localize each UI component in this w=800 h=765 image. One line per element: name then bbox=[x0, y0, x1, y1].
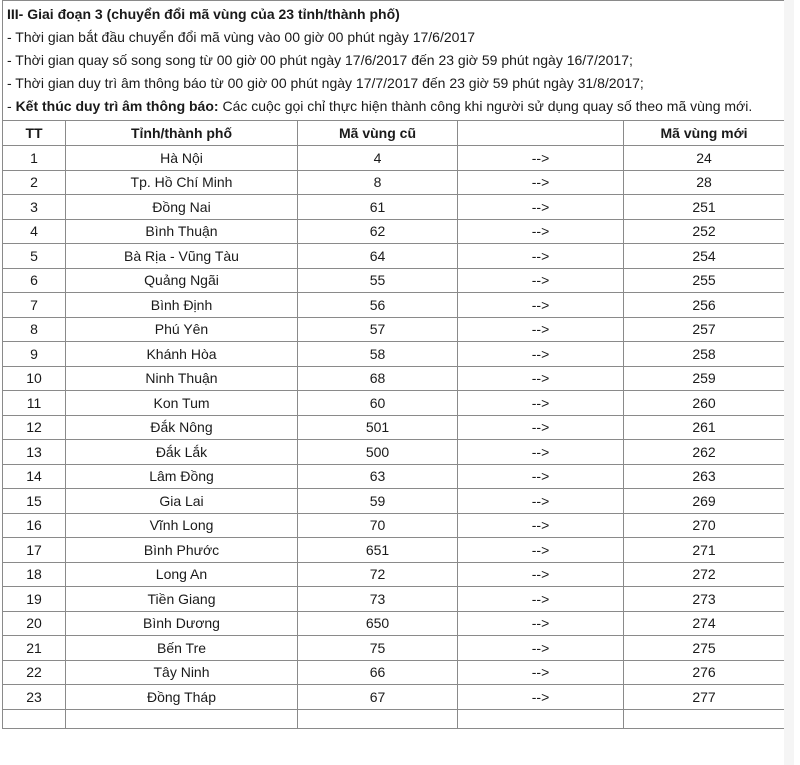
cell-tt: 11 bbox=[3, 391, 66, 416]
cell-old-code: 61 bbox=[298, 195, 458, 220]
cell-old-code: 64 bbox=[298, 244, 458, 269]
cell-province: Bà Rịa - Vũng Tàu bbox=[66, 244, 298, 269]
cell-province: Gia Lai bbox=[66, 489, 298, 514]
cell-new-code: 271 bbox=[624, 538, 785, 563]
cell-new-code: 28 bbox=[624, 170, 785, 195]
cell-tt: 20 bbox=[3, 611, 66, 636]
cell-arrow: --> bbox=[458, 293, 624, 318]
cell-province: Khánh Hòa bbox=[66, 342, 298, 367]
table-row bbox=[3, 293, 785, 318]
table-row bbox=[3, 170, 785, 195]
cell-arrow: --> bbox=[458, 219, 624, 244]
cell-arrow: --> bbox=[458, 415, 624, 440]
cell-tt: 14 bbox=[3, 464, 66, 489]
cell-arrow: --> bbox=[458, 513, 624, 538]
document bbox=[2, 0, 794, 729]
cell-province: Bình Phước bbox=[66, 538, 298, 563]
cell-new-code: 257 bbox=[624, 317, 785, 342]
empty-cell bbox=[624, 709, 785, 728]
cell-new-code: 259 bbox=[624, 366, 785, 391]
area-code-table-body bbox=[3, 1, 785, 729]
cell-province: Vĩnh Long bbox=[66, 513, 298, 538]
empty-cell bbox=[3, 709, 66, 728]
header-new-code: Mã vùng mới bbox=[624, 121, 785, 146]
empty-cell bbox=[458, 709, 624, 728]
cell-province: Bình Định bbox=[66, 293, 298, 318]
cell-old-code: 73 bbox=[298, 587, 458, 612]
cell-province: Ninh Thuận bbox=[66, 366, 298, 391]
area-code-table bbox=[2, 0, 785, 729]
table-row bbox=[3, 538, 785, 563]
section-title: III- Giai đoạn 3 (chuyển đổi mã vùng của 23 tỉnh/thành phố) bbox=[7, 6, 400, 22]
table-row bbox=[3, 562, 785, 587]
cell-tt: 5 bbox=[3, 244, 66, 269]
cell-province: Tây Ninh bbox=[66, 660, 298, 685]
cell-tt: 7 bbox=[3, 293, 66, 318]
table-row bbox=[3, 146, 785, 171]
cell-arrow: --> bbox=[458, 195, 624, 220]
intro-end-label: Kết thúc duy trì âm thông báo: bbox=[15, 98, 219, 114]
table-row bbox=[3, 219, 785, 244]
table-row bbox=[3, 268, 785, 293]
empty-cell bbox=[298, 709, 458, 728]
cell-arrow: --> bbox=[458, 489, 624, 514]
cell-new-code: 273 bbox=[624, 587, 785, 612]
cell-province: Quảng Ngãi bbox=[66, 268, 298, 293]
cell-province: Lâm Đồng bbox=[66, 464, 298, 489]
scrollbar[interactable] bbox=[784, 0, 794, 765]
cell-tt: 21 bbox=[3, 636, 66, 661]
intro-end-prefix: - bbox=[7, 98, 16, 114]
cell-old-code: 67 bbox=[298, 685, 458, 710]
cell-old-code: 57 bbox=[298, 317, 458, 342]
cell-tt: 19 bbox=[3, 587, 66, 612]
cell-province: Hà Nội bbox=[66, 146, 298, 171]
cell-arrow: --> bbox=[458, 268, 624, 293]
cell-old-code: 59 bbox=[298, 489, 458, 514]
cell-arrow: --> bbox=[458, 244, 624, 269]
cell-old-code: 55 bbox=[298, 268, 458, 293]
cell-old-code: 651 bbox=[298, 538, 458, 563]
cell-arrow: --> bbox=[458, 685, 624, 710]
table-row bbox=[3, 440, 785, 465]
cell-old-code: 500 bbox=[298, 440, 458, 465]
cell-new-code: 276 bbox=[624, 660, 785, 685]
cell-province: Tp. Hồ Chí Minh bbox=[66, 170, 298, 195]
header-tt: TT bbox=[3, 121, 66, 146]
cell-new-code: 258 bbox=[624, 342, 785, 367]
cell-new-code: 275 bbox=[624, 636, 785, 661]
header-old-code: Mã vùng cũ bbox=[298, 121, 458, 146]
table-row bbox=[3, 611, 785, 636]
intro-line-parallel: - Thời gian quay số song song từ 00 giờ 00 phút ngày 17/6/2017 đến 23 giờ 59 phút ngày 16/7/2017; bbox=[7, 52, 633, 68]
cell-new-code: 262 bbox=[624, 440, 785, 465]
cell-old-code: 66 bbox=[298, 660, 458, 685]
cell-tt: 13 bbox=[3, 440, 66, 465]
table-row bbox=[3, 513, 785, 538]
cell-arrow: --> bbox=[458, 660, 624, 685]
cell-arrow: --> bbox=[458, 366, 624, 391]
cell-tt: 18 bbox=[3, 562, 66, 587]
cell-arrow: --> bbox=[458, 146, 624, 171]
cell-old-code: 650 bbox=[298, 611, 458, 636]
cell-province: Tiền Giang bbox=[66, 587, 298, 612]
cell-tt: 22 bbox=[3, 660, 66, 685]
table-row bbox=[3, 660, 785, 685]
cell-old-code: 60 bbox=[298, 391, 458, 416]
intro-line-start: - Thời gian bắt đầu chuyển đổi mã vùng vào 00 giờ 00 phút ngày 17/6/2017 bbox=[7, 29, 475, 45]
cell-arrow: --> bbox=[458, 611, 624, 636]
cell-new-code: 251 bbox=[624, 195, 785, 220]
cell-province: Đắk Nông bbox=[66, 415, 298, 440]
cell-tt: 12 bbox=[3, 415, 66, 440]
cell-tt: 3 bbox=[3, 195, 66, 220]
table-row bbox=[3, 415, 785, 440]
cell-old-code: 70 bbox=[298, 513, 458, 538]
cell-old-code: 58 bbox=[298, 342, 458, 367]
cell-tt: 16 bbox=[3, 513, 66, 538]
cell-new-code: 254 bbox=[624, 244, 785, 269]
cell-new-code: 274 bbox=[624, 611, 785, 636]
table-header-row bbox=[3, 121, 785, 146]
intro-row bbox=[3, 1, 785, 121]
table-row bbox=[3, 244, 785, 269]
cell-arrow: --> bbox=[458, 317, 624, 342]
cell-new-code: 277 bbox=[624, 685, 785, 710]
cell-tt: 4 bbox=[3, 219, 66, 244]
cell-province: Đắk Lắk bbox=[66, 440, 298, 465]
cell-old-code: 72 bbox=[298, 562, 458, 587]
cell-new-code: 272 bbox=[624, 562, 785, 587]
cell-arrow: --> bbox=[458, 538, 624, 563]
cell-tt: 6 bbox=[3, 268, 66, 293]
cell-old-code: 56 bbox=[298, 293, 458, 318]
cell-tt: 8 bbox=[3, 317, 66, 342]
cell-arrow: --> bbox=[458, 440, 624, 465]
cell-new-code: 256 bbox=[624, 293, 785, 318]
cell-arrow: --> bbox=[458, 170, 624, 195]
cell-tt: 15 bbox=[3, 489, 66, 514]
table-row bbox=[3, 587, 785, 612]
intro-cell bbox=[3, 1, 785, 121]
cell-tt: 9 bbox=[3, 342, 66, 367]
cell-old-code: 68 bbox=[298, 366, 458, 391]
intro-line-tone: - Thời gian duy trì âm thông báo từ 00 giờ 00 phút ngày 17/7/2017 đến 23 giờ 59 phút ngày 31/8/2017; bbox=[7, 75, 644, 91]
empty-cell bbox=[66, 709, 298, 728]
table-row bbox=[3, 366, 785, 391]
cell-new-code: 269 bbox=[624, 489, 785, 514]
cell-province: Bình Thuận bbox=[66, 219, 298, 244]
cell-arrow: --> bbox=[458, 391, 624, 416]
table-row bbox=[3, 685, 785, 710]
cell-old-code: 63 bbox=[298, 464, 458, 489]
cell-old-code: 4 bbox=[298, 146, 458, 171]
cell-province: Đồng Nai bbox=[66, 195, 298, 220]
cell-province: Đồng Tháp bbox=[66, 685, 298, 710]
cell-tt: 1 bbox=[3, 146, 66, 171]
cell-old-code: 75 bbox=[298, 636, 458, 661]
table-row bbox=[3, 391, 785, 416]
empty-row bbox=[3, 709, 785, 728]
cell-province: Bến Tre bbox=[66, 636, 298, 661]
cell-new-code: 260 bbox=[624, 391, 785, 416]
cell-new-code: 270 bbox=[624, 513, 785, 538]
cell-arrow: --> bbox=[458, 342, 624, 367]
cell-province: Long An bbox=[66, 562, 298, 587]
cell-province: Bình Dương bbox=[66, 611, 298, 636]
cell-tt: 10 bbox=[3, 366, 66, 391]
cell-tt: 17 bbox=[3, 538, 66, 563]
cell-new-code: 263 bbox=[624, 464, 785, 489]
cell-tt: 23 bbox=[3, 685, 66, 710]
table-row bbox=[3, 489, 785, 514]
cell-arrow: --> bbox=[458, 587, 624, 612]
cell-arrow: --> bbox=[458, 562, 624, 587]
intro-end-text: Các cuộc gọi chỉ thực hiện thành công khi người sử dụng quay số theo mã vùng mới. bbox=[218, 98, 753, 114]
cell-province: Kon Tum bbox=[66, 391, 298, 416]
cell-old-code: 8 bbox=[298, 170, 458, 195]
cell-tt: 2 bbox=[3, 170, 66, 195]
cell-new-code: 261 bbox=[624, 415, 785, 440]
cell-old-code: 62 bbox=[298, 219, 458, 244]
table-row bbox=[3, 464, 785, 489]
table-row bbox=[3, 317, 785, 342]
header-province: Tỉnh/thành phố bbox=[66, 121, 298, 146]
table-row bbox=[3, 195, 785, 220]
cell-new-code: 24 bbox=[624, 146, 785, 171]
table-row bbox=[3, 342, 785, 367]
cell-old-code: 501 bbox=[298, 415, 458, 440]
cell-arrow: --> bbox=[458, 464, 624, 489]
cell-arrow: --> bbox=[458, 636, 624, 661]
cell-new-code: 252 bbox=[624, 219, 785, 244]
header-arrow bbox=[458, 121, 624, 146]
table-row bbox=[3, 636, 785, 661]
cell-new-code: 255 bbox=[624, 268, 785, 293]
cell-province: Phú Yên bbox=[66, 317, 298, 342]
intro-line-end bbox=[7, 95, 780, 118]
